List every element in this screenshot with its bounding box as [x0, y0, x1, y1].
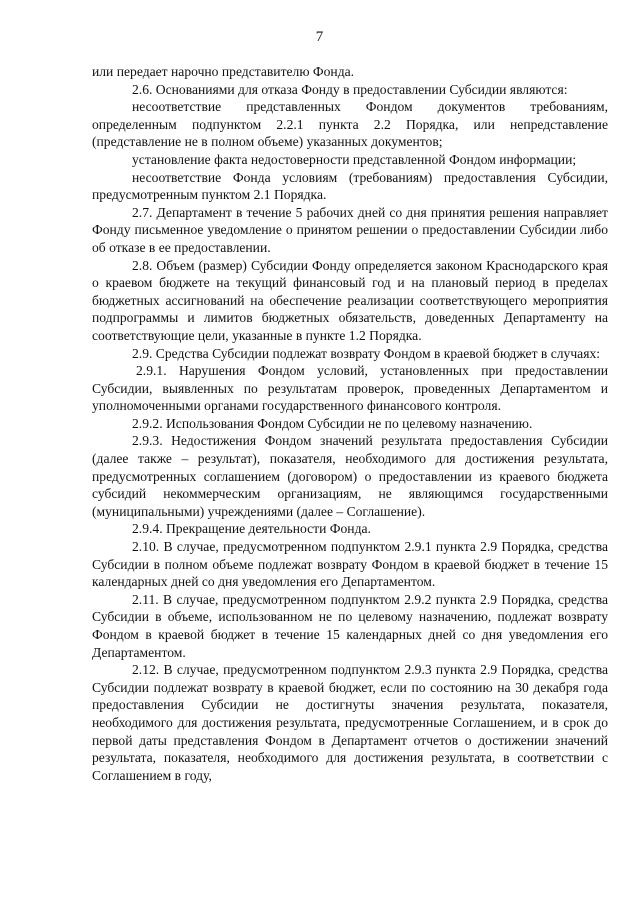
paragraph-2-9-4: 2.9.4. Прекращение деятельности Фонда. — [132, 521, 371, 537]
paragraph-2-9-1: 2.9.1. Нарушения Фондом условий, установленных при предоставлении Субсидии, выявленных по результатам проверок, проведенных Департаментом и уполномоченными органами государственного финансового контроля. — [92, 363, 608, 414]
paragraph-continuation: или передает нарочно представителю Фонда. — [92, 64, 355, 79]
paragraph-2-12: 2.12. В случае, предусмотренном подпунктом 2.9.3 пункта 2.9 Порядка, средства Субсидии подлежат возврату в краевой бюджет, если по состоянию на 30 декабря года предоставления Субсидии не достигнуты значения результата, показателя, необходимого для достижения результата, предусмотренные Соглашением, и в срок до первой даты представления Фондом в Департамент отчетов о достижении значений результата, показателя, необходимого для достижения результата, в соответствии с Соглашением в году, — [92, 662, 608, 783]
document-body — [92, 63, 608, 784]
paragraph-2-6: 2.6. Основаниями для отказа Фонду в предоставлении Субсидии являются: — [132, 81, 568, 97]
page-number: 7 — [315, 29, 324, 45]
paragraph-2-9-2: 2.9.2. Использования Фондом Субсидии не по целевому назначению. — [132, 415, 533, 431]
paragraph-2-7: 2.7. Департамент в течение 5 рабочих дней со дня принятия решения направляет Фонду письменное уведомление о принятом решении о предоставлении Субсидии либо об отказе в ее предоставлении. — [92, 204, 608, 255]
paragraph-2-6-item-2: установление факта недостоверности представленной Фондом информации; — [132, 151, 577, 167]
paragraph-2-9-3: 2.9.3. Недостижения Фондом значений результата предоставления Субсидии (далее также – результат), показателя, необходимого для достижения результата, предусмотренных соглашением (договором) о предоставлении из краевого бюджета субсидий некоммерческим организациям, не являющимся государственными (муниципальными) учреждениями (далее – Соглашение). — [92, 433, 608, 519]
paragraph-2-9: 2.9. Средства Субсидии подлежат возврату Фондом в краевой бюджет в случаях: — [132, 345, 601, 361]
paragraph-2-6-item-3: несоответствие Фонда условиям (требованиям) предоставления Субсидии, предусмотренным пунктом 2.1 Порядка. — [92, 169, 608, 203]
paragraph-2-8: 2.8. Объем (размер) Субсидии Фонду определяется законом Краснодарского края о краевом бюджете на текущий финансовый год и на плановый период в пределах бюджетных ассигнований на обеспечение реализации соответствующего мероприятия подпрограммы и лимитов бюджетных обязательств, доведенных Департаменту на соответствующие цели, указанные в пункте 1.2 Порядка. — [92, 257, 608, 343]
paragraph-2-11: 2.11. В случае, предусмотренном подпунктом 2.9.2 пункта 2.9 Порядка, средства Субсидии в объеме, использованном не по целевому назначению, подлежат возврату Фондом в краевой бюджет в течение 15 календарных дней со дня уведомления его Департаментом. — [92, 591, 608, 660]
paragraph-2-6-item-1: несоответствие представленных Фондом документов требованиям, определенным подпунктом 2.2.1 пункта 2.2 Порядка, или непредставление (представление не в полном объеме) указанных документов; — [92, 99, 608, 150]
paragraph-2-10: 2.10. В случае, предусмотренном подпунктом 2.9.1 пункта 2.9 Порядка, средства Субсидии в полном объеме подлежат возврату Фондом в краевой бюджет в течение 15 календарных дней со дня уведомления его Департаментом. — [92, 539, 608, 590]
